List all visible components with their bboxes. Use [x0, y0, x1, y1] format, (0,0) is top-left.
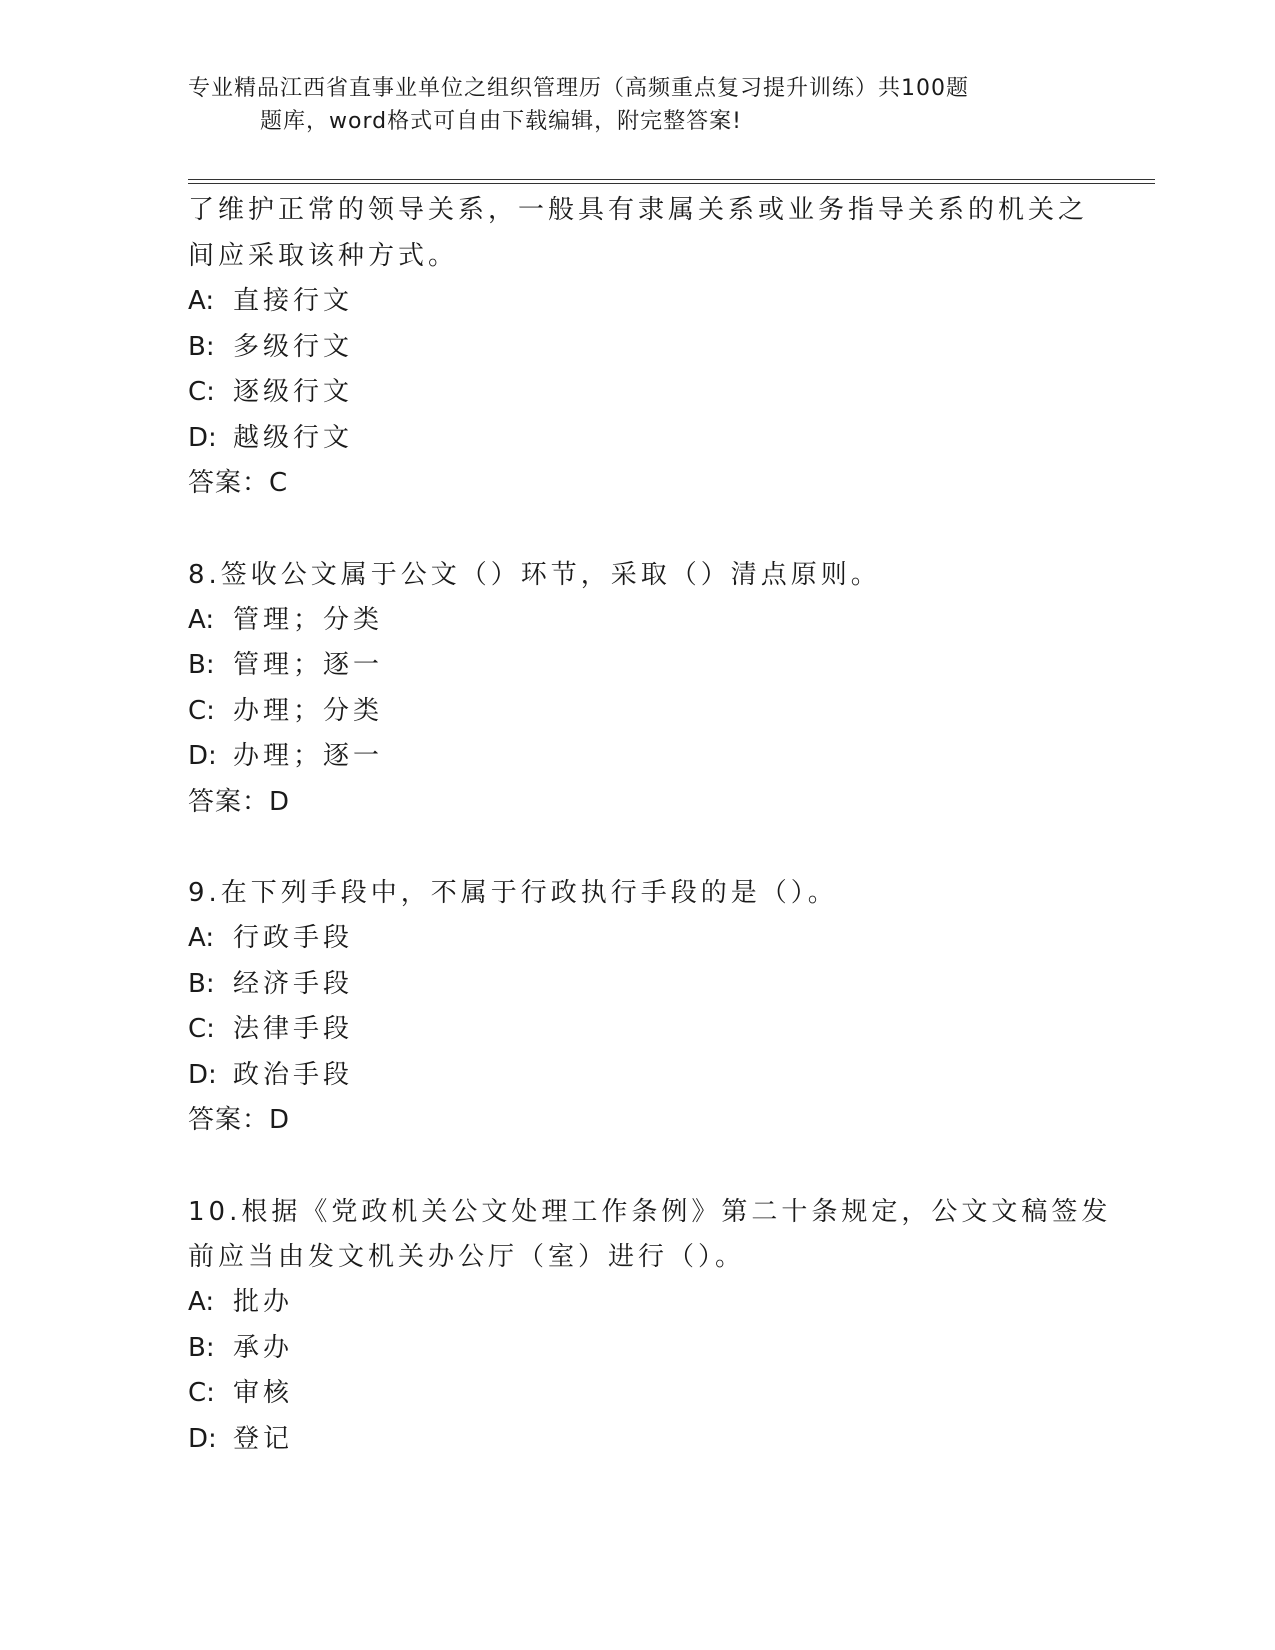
- option-letter: C:: [188, 1014, 215, 1044]
- option-text: 审核: [233, 1378, 294, 1408]
- option-text: 直接行文: [233, 286, 354, 316]
- option-b: [188, 325, 1088, 371]
- option-letter: D:: [188, 1423, 217, 1454]
- option-letter: C:: [188, 1378, 215, 1408]
- option-c: [188, 1007, 1088, 1053]
- option-b: [188, 962, 1088, 1008]
- question-text: 10.根据《党政机关公文处理工作条例》第二十条规定，公文文稿签发: [188, 1196, 1112, 1227]
- option-text: 办理；逐一: [233, 741, 384, 771]
- option-c: [188, 370, 1088, 416]
- option-text: 管理；逐一: [233, 650, 384, 680]
- option-d: [188, 1053, 1088, 1099]
- option-a: [188, 1280, 1088, 1326]
- option-text: 办理；分类: [233, 695, 384, 726]
- spacer: [188, 507, 1088, 552]
- question-list: [188, 188, 1112, 1462]
- question-8: [188, 552, 1088, 826]
- option-d: [188, 734, 1088, 780]
- answer-line: 答案：D: [188, 786, 291, 817]
- option-a: [188, 916, 1088, 962]
- header-title-line2: 题库，word格式可自由下载编辑，附完整答案!: [260, 109, 742, 134]
- option-letter: B:: [188, 331, 215, 362]
- question-text: 前应当由发文机关办公厅（室）进行（）。: [188, 1241, 746, 1272]
- option-text: 法律手段: [233, 1014, 354, 1044]
- question-text: 了维护正常的领导关系，一般具有隶属关系或业务指导关系的机关之: [188, 195, 1089, 225]
- option-letter: D:: [188, 422, 217, 453]
- question-text: 9.在下列手段中，不属于行政执行手段的是（）。: [188, 878, 838, 908]
- option-text: 政治手段: [233, 1059, 354, 1090]
- answer-line: 答案：D: [188, 1105, 291, 1135]
- option-c: [188, 1371, 1088, 1417]
- question-7: [188, 188, 1088, 507]
- answer-line: 答案：C: [188, 468, 289, 498]
- option-text: 经济手段: [233, 968, 354, 999]
- spacer: [188, 825, 1088, 870]
- option-text: 逐级行文: [233, 377, 354, 407]
- option-c: [188, 689, 1088, 735]
- option-text: 登记: [233, 1423, 294, 1454]
- option-letter: B:: [188, 968, 215, 999]
- header-divider-top: [188, 179, 1155, 180]
- option-text: 管理；分类: [233, 604, 384, 635]
- question-text: 8.签收公文属于公文（）环节，采取（）清点原则。: [188, 559, 881, 590]
- option-text: 承办: [233, 1332, 294, 1363]
- option-letter: D:: [188, 1059, 217, 1090]
- option-d: [188, 416, 1088, 462]
- option-letter: A:: [188, 1287, 215, 1317]
- header-title-line1: 专业精品江西省直事业单位之组织管理历（高频重点复习提升训练）共100题: [188, 76, 969, 101]
- header-divider-bottom: [188, 183, 1155, 184]
- option-d: [188, 1417, 1088, 1463]
- option-letter: C:: [188, 695, 215, 726]
- option-b: [188, 1326, 1088, 1372]
- option-letter: A:: [188, 923, 215, 953]
- question-10: [188, 1189, 1112, 1463]
- option-text: 多级行文: [233, 331, 354, 362]
- question-text: 间应采取该种方式。: [188, 240, 459, 271]
- option-letter: A:: [188, 286, 215, 316]
- option-letter: A:: [188, 604, 215, 635]
- question-9: [188, 870, 1088, 1144]
- document-header: [188, 72, 1088, 138]
- option-text: 越级行文: [233, 422, 354, 453]
- option-letter: B:: [188, 1332, 215, 1363]
- option-letter: B:: [188, 650, 215, 680]
- spacer: [188, 1144, 1088, 1189]
- option-a: [188, 598, 1088, 644]
- option-letter: D:: [188, 741, 217, 771]
- option-text: 行政手段: [233, 923, 354, 953]
- option-text: 批办: [233, 1287, 294, 1317]
- option-a: [188, 279, 1088, 325]
- option-b: [188, 643, 1088, 689]
- option-letter: C:: [188, 377, 215, 407]
